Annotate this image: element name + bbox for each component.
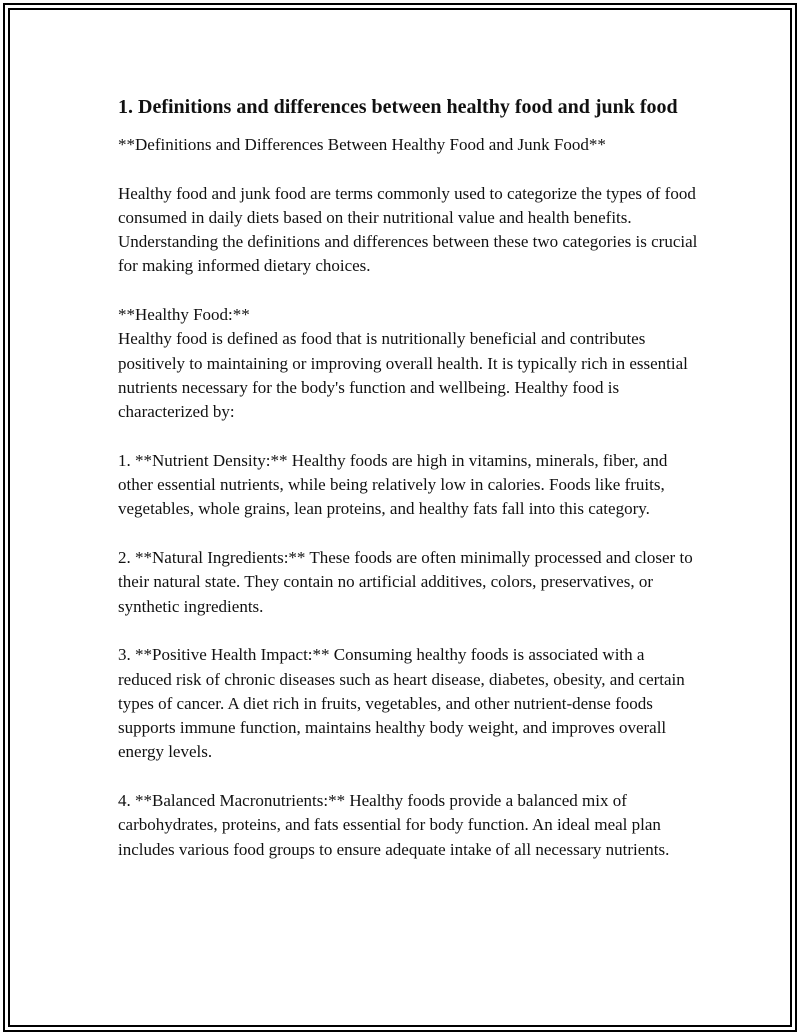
intro-paragraph: Healthy food and junk food are terms commonly used to categorize the types of food consumed in daily diets based on their nutritional value and health benefits. Understanding the definitions and differences between these two categories is crucial for making informed dietary choices. — [118, 183, 698, 276]
healthy-food-heading: **Healthy Food:** — [118, 305, 250, 325]
list-item-natural-ingredients: 2. **Natural Ingredients:** These foods are often minimally processed and closer to their natural state. They contain no artificial additives, colors, preservatives, or synthetic ingredients. — [118, 548, 693, 616]
healthy-food-paragraph — [118, 303, 698, 424]
section-title: 1. Definitions and differences between healthy food and junk food — [118, 96, 678, 118]
list-item-positive-health-impact: 3. **Positive Health Impact:** Consuming healthy foods is associated with a reduced risk of chronic diseases such as heart disease, diabetes, obesity, and certain types of cancer. A diet rich in fruits, vegetables, and other nutrient-dense foods supports immune function, maintains healthy body weight, and improves overall energy levels. — [118, 645, 685, 762]
document-body — [118, 94, 698, 862]
section-subtitle: **Definitions and Differences Between Healthy Food and Junk Food** — [118, 135, 606, 154]
list-item-nutrient-density: 1. **Nutrient Density:** Healthy foods are high in vitamins, minerals, fiber, and other essential nutrients, while being relatively low in calories. Foods like fruits, vegetables, whole grains, lean proteins, and healthy fats fall into this category. — [118, 450, 668, 519]
list-item-balanced-macronutrients: 4. **Balanced Macronutrients:** Healthy foods provide a balanced mix of carbohydrates, proteins, and fats essential for body function. An ideal meal plan includes various food groups to ensure adequate intake of all necessary nutrients. — [118, 791, 670, 859]
healthy-food-text: Healthy food is defined as food that is nutritionally beneficial and contributes positively to maintaining or improving overall health. It is typically rich in essential nutrients necessary for the body's function and wellbeing. Healthy food is characterized by: — [118, 329, 688, 422]
